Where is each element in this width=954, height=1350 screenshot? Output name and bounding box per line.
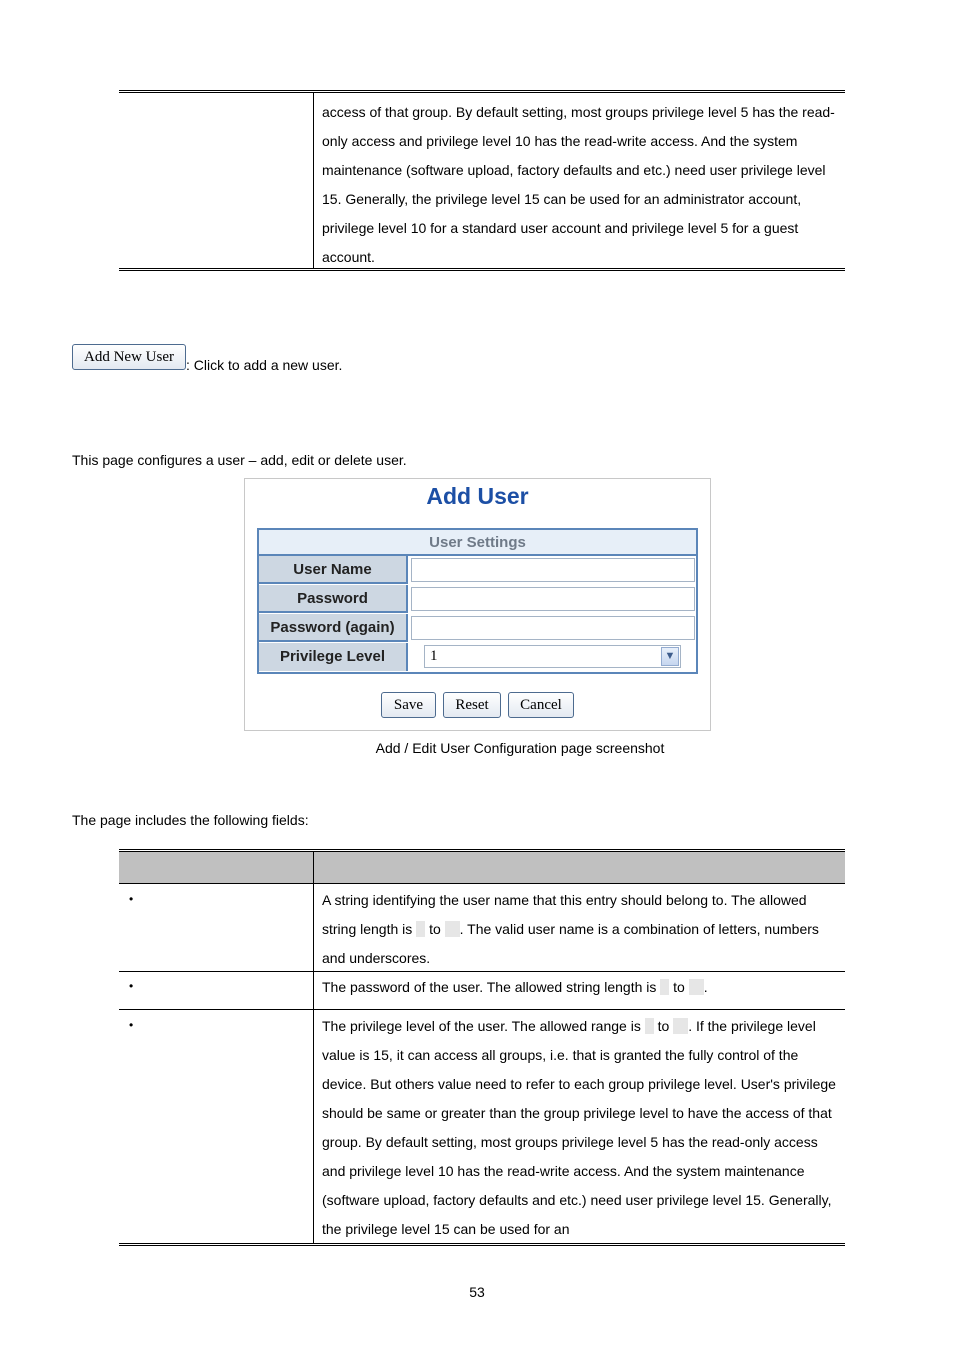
add-new-user-description: : Click to add a new user. bbox=[186, 357, 343, 373]
password-row bbox=[259, 585, 696, 614]
save-button[interactable]: Save bbox=[381, 692, 436, 718]
user-settings-table bbox=[257, 528, 698, 674]
user-name-row bbox=[259, 556, 696, 585]
user-name-label: User Name bbox=[259, 556, 408, 584]
text-part: . bbox=[703, 979, 708, 995]
password-description bbox=[322, 973, 842, 1002]
text-part: to bbox=[673, 979, 685, 995]
column-divider bbox=[313, 93, 314, 268]
bullet: • bbox=[129, 979, 134, 993]
user-name-description bbox=[322, 886, 842, 973]
text-part: The privilege level of the user. The allowed range is bbox=[322, 1018, 641, 1034]
table-header bbox=[119, 852, 845, 884]
text-part: to bbox=[429, 921, 441, 937]
blank-value bbox=[673, 1018, 688, 1034]
user-settings-header: User Settings bbox=[259, 530, 696, 556]
text-part: . The valid user name is a combination of letters, numbers and underscores. bbox=[322, 921, 819, 966]
top-table-description: access of that group. By default setting, most groups privilege level 5 has the read-only access and privilege level 10 has the read-write access. And the system maintenance (software upload, factory defaults and etc.) need user privilege level 15. Generally, the privilege level 15 can be used for an administrator account, privilege level 10 for a standard user account and privilege level 5 for a guest account. bbox=[322, 104, 835, 265]
chevron-down-icon[interactable]: ▼ bbox=[661, 647, 679, 666]
text-part: The password of the user. The allowed string length is bbox=[322, 979, 657, 995]
password-input[interactable] bbox=[411, 587, 695, 611]
fields-intro: The page includes the following fields: bbox=[72, 812, 309, 828]
password-again-row bbox=[259, 614, 696, 643]
text-part: A string identifying the user name that this entry should belong to. The allowed string length is bbox=[322, 892, 807, 937]
cancel-button[interactable]: Cancel bbox=[508, 692, 574, 718]
reset-button[interactable]: Reset bbox=[443, 692, 501, 718]
bullet: • bbox=[129, 1018, 134, 1032]
privilege-level-description bbox=[322, 1012, 842, 1244]
text-part: to bbox=[657, 1018, 670, 1034]
row-divider bbox=[119, 971, 845, 972]
page-number: 53 bbox=[469, 1284, 485, 1300]
add-new-user-button[interactable]: Add New User bbox=[72, 344, 186, 370]
screenshot-caption: Add / Edit User Configuration page screenshot bbox=[375, 740, 665, 756]
intro-text: This page configures a user – add, edit or delete user. bbox=[72, 452, 407, 468]
password-label: Password bbox=[259, 585, 408, 613]
privilege-level-label: Privilege Level bbox=[259, 643, 408, 671]
top-table bbox=[119, 90, 845, 271]
blank-value bbox=[689, 979, 704, 995]
fields-table bbox=[119, 849, 845, 1246]
blank-value bbox=[416, 921, 425, 937]
privilege-level-value: 1 bbox=[430, 648, 438, 664]
text-part: . If the privilege level value is 15, it can access all groups, i.e. that is granted the fully control of the device. But others value need to refer to each group privilege level. User's privilege should be same or greater than the group privilege level to have the access of that group. By default setting, most groups privilege level 5 has the read-only access and privilege level 10 has the read-write access. And the system maintenance (software upload, factory defaults and etc.) need user privilege level 15. Generally, the privilege level 15 can be used for an bbox=[322, 1018, 836, 1237]
privilege-level-row bbox=[259, 643, 696, 672]
blank-value bbox=[645, 1018, 654, 1034]
password-again-label: Password (again) bbox=[259, 614, 408, 642]
blank-value bbox=[660, 979, 669, 995]
row-divider bbox=[119, 1009, 845, 1010]
add-user-title: Add User bbox=[426, 483, 529, 509]
password-again-input[interactable] bbox=[411, 616, 695, 640]
blank-value bbox=[445, 921, 460, 937]
privilege-level-select[interactable] bbox=[424, 645, 681, 668]
add-user-screenshot bbox=[244, 478, 711, 731]
bullet: • bbox=[129, 892, 134, 906]
column-divider bbox=[313, 852, 314, 1243]
user-name-input[interactable] bbox=[411, 558, 695, 582]
